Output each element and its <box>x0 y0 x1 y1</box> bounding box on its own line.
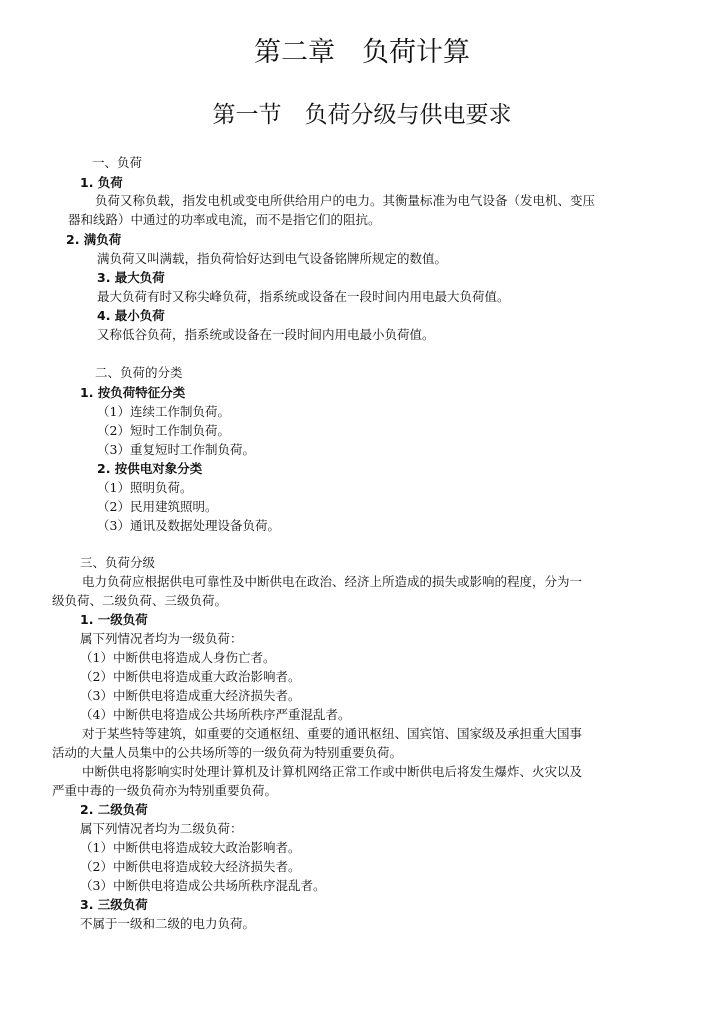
list-item: （1）照明负荷。 <box>97 480 193 495</box>
subheading-grade-1: 1. 一级负荷 <box>80 612 148 627</box>
paragraph-line: 电力负荷应根据供电可靠性及中断供电在政治、经济上所造成的损失或影响的程度，分为一 <box>82 574 583 589</box>
list-item: （2）中断供电将造成重大政治影响者。 <box>80 669 301 684</box>
paragraph-line: 活动的大量人员集中的公共场所等的一级负荷为特别重要负荷。 <box>52 745 403 760</box>
paragraph-line: 又称低谷负荷，指系统或设备在一段时间内用电最小负荷值。 <box>97 327 435 342</box>
paragraph-line: 对于某些特等建筑，如重要的交通枢纽、重要的通讯枢纽、国宾馆、国家级及承担重大国事 <box>82 726 583 741</box>
subheading-grade-2: 2. 二级负荷 <box>80 802 148 817</box>
chapter-title: 第二章 负荷计算 <box>254 37 470 68</box>
list-item: （3）通讯及数据处理设备负荷。 <box>97 518 280 533</box>
subheading-by-supply-target: 2. 按供电对象分类 <box>97 461 203 476</box>
list-item: （2）短时工作制负荷。 <box>97 423 230 438</box>
list-item: （3）中断供电将造成公共场所秩序混乱者。 <box>80 878 326 893</box>
paragraph-line: 级负荷、二级负荷、三级负荷。 <box>52 593 228 608</box>
list-item: （3）重复短时工作制负荷。 <box>97 442 255 457</box>
section-title: 第一节 负荷分级与供电要求 <box>212 102 512 128</box>
subheading-max-load: 3. 最大负荷 <box>97 270 165 285</box>
list-item: （1）中断供电将造成较大政治影响者。 <box>80 840 301 855</box>
paragraph-line: 属下列情况者均为一级负荷： <box>80 631 243 646</box>
subheading-load: 1. 负荷 <box>80 175 123 190</box>
list-item: （1）连续工作制负荷。 <box>97 404 230 419</box>
paragraph-line: 最大负荷有时又称尖峰负荷，指系统或设备在一段时间内用电最大负荷值。 <box>97 289 510 304</box>
paragraph-line: 负荷又称负载，指发电机或变电所供给用户的电力。其衡量标准为电气设备（发电机、变压 <box>95 193 596 208</box>
heading-load-classification: 二、负荷的分类 <box>95 365 183 380</box>
paragraph-line: 器和线路）中通过的功率或电流，而不是指它们的阻抗。 <box>68 212 381 227</box>
subheading-by-characteristics: 1. 按负荷特征分类 <box>80 385 186 400</box>
subheading-min-load: 4. 最小负荷 <box>97 308 165 323</box>
subheading-full-load: 2. 满负荷 <box>66 232 122 247</box>
paragraph-line: 严重中毒的一级负荷亦为特别重要负荷。 <box>52 783 278 798</box>
list-item: （1）中断供电将造成人身伤亡者。 <box>80 650 276 665</box>
paragraph-line: 不属于一级和二级的电力负荷。 <box>80 916 256 931</box>
heading-load-grades: 三、负荷分级 <box>80 555 156 570</box>
list-item: （2）中断供电将造成较大经济损失者。 <box>80 859 301 874</box>
heading-loads: 一、负荷 <box>92 155 143 170</box>
paragraph-line: 属下列情况者均为二级负荷： <box>80 821 243 836</box>
list-item: （3）中断供电将造成重大经济损失者。 <box>80 688 301 703</box>
subheading-grade-3: 3. 三级负荷 <box>80 897 148 912</box>
list-item: （4）中断供电将造成公共场所秩序严重混乱者。 <box>80 707 351 722</box>
paragraph-line: 中断供电将影响实时处理计算机及计算机网络正常工作或中断供电后将发生爆炸、火灾以及 <box>82 764 583 779</box>
paragraph-line: 满负荷又叫满载，指负荷恰好达到电气设备铭牌所规定的数值。 <box>97 251 448 266</box>
list-item: （2）民用建筑照明。 <box>97 499 218 514</box>
